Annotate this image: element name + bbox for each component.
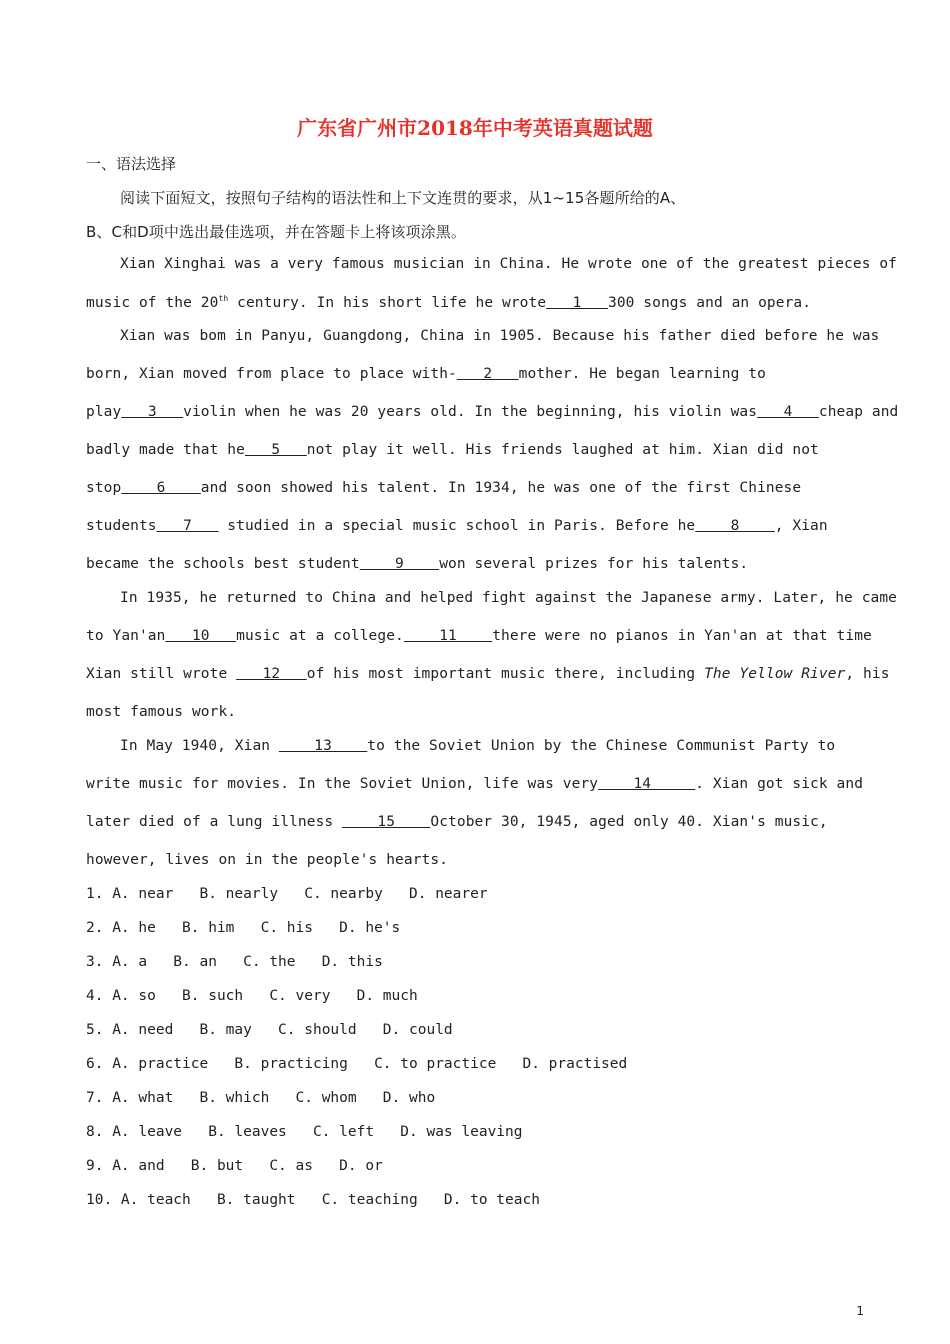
blank-1: 1	[546, 294, 608, 311]
passage-line: Xian still wrote 12 of his most important music there, including The Yellow River, his	[86, 666, 890, 682]
question-8: 8. A. leave B. leaves C. left D. was leaving	[86, 1124, 523, 1140]
section-heading: 一、语法选择	[86, 155, 177, 173]
instructions-line-1: 阅读下面短文，按照句子结构的语法性和上下文连贯的要求，从1~15各题所给的A、	[120, 189, 686, 207]
question-2: 2. A. he B. him C. his D. he's	[86, 920, 401, 936]
question-6: 6. A. practice B. practicing C. to practice D. practised	[86, 1056, 628, 1072]
blank-14: 14	[598, 776, 696, 792]
passage-line: most famous work.	[86, 704, 237, 720]
question-4: 4. A. so B. such C. very D. much	[86, 988, 418, 1004]
passage-line: later died of a lung illness 15 October 30, 1945, aged only 40. Xian's music,	[86, 814, 828, 830]
blank-10: 10	[165, 628, 237, 644]
passage-line: stop 6 and soon showed his talent. In 1934, he was one of the first Chinese	[86, 480, 802, 496]
passage-line: however, lives on in the people's hearts.	[86, 852, 449, 868]
passage-line: students 7 studied in a special music school in Paris. Before he 8 , Xian	[86, 518, 828, 534]
blank-12: 12	[236, 666, 307, 682]
blank-6: 6	[121, 480, 201, 496]
passage-line: became the schools best student 9 won several prizes for his talents.	[86, 556, 749, 572]
blank-7: 7	[156, 518, 219, 534]
blank-5: 5	[244, 442, 307, 458]
question-3: 3. A. a B. an C. the D. this	[86, 954, 383, 970]
blank-8: 8	[695, 518, 775, 534]
question-7: 7. A. what B. which C. whom D. who	[86, 1090, 436, 1106]
passage-line: In May 1940, Xian 13 to the Soviet Union by the Chinese Communist Party to	[120, 738, 836, 754]
passage-line: In 1935, he returned to China and helped fight against the Japanese army. Later, he came	[120, 590, 898, 606]
question-9: 9. A. and B. but C. as D. or	[86, 1158, 383, 1174]
passage-line: write music for movies. In the Soviet Union, life was very 14 . Xian got sick and	[86, 776, 864, 792]
passage-line: badly made that he 5 not play it well. His friends laughed at him. Xian did not	[86, 442, 819, 458]
question-10: 10. A. teach B. taught C. teaching D. to teach	[86, 1192, 540, 1208]
passage-line: Xian Xinghai was a very famous musician in China. He wrote one of the greatest pieces of	[120, 256, 898, 272]
blank-2: 2	[456, 366, 519, 382]
passage-line: to Yan'an 10 music at a college. 11 there were no pianos in Yan'an at that time	[86, 628, 872, 644]
page-title: 广东省广州市2018年中考英语真题试题	[297, 116, 653, 140]
blank-9: 9	[359, 556, 440, 572]
blank-11: 11	[403, 628, 493, 644]
passage-line: music of the 20th century. In his short life he wrote 1 300 songs and an opera.	[86, 294, 812, 311]
blank-13: 13	[278, 738, 368, 754]
passage-line: born, Xian moved from place to place with- 2 mother. He began learning to	[86, 366, 766, 382]
page-number: 1	[856, 1304, 864, 1318]
question-5: 5. A. need B. may C. should D. could	[86, 1022, 453, 1038]
instructions-line-2: B、C和D项中选出最佳选项，并在答题卡上将该项涂黑。	[86, 223, 466, 241]
blank-3: 3	[121, 404, 184, 420]
song-title: The Yellow River	[704, 666, 846, 682]
passage-line: play 3 violin when he was 20 years old. In the beginning, his violin was 4 cheap and	[86, 404, 899, 420]
blank-15: 15	[342, 814, 431, 830]
passage-line: Xian was bom in Panyu, Guangdong, China in 1905. Because his father died before he was	[120, 328, 880, 344]
question-1: 1. A. near B. nearly C. nearby D. nearer	[86, 886, 488, 902]
blank-4: 4	[757, 404, 819, 420]
